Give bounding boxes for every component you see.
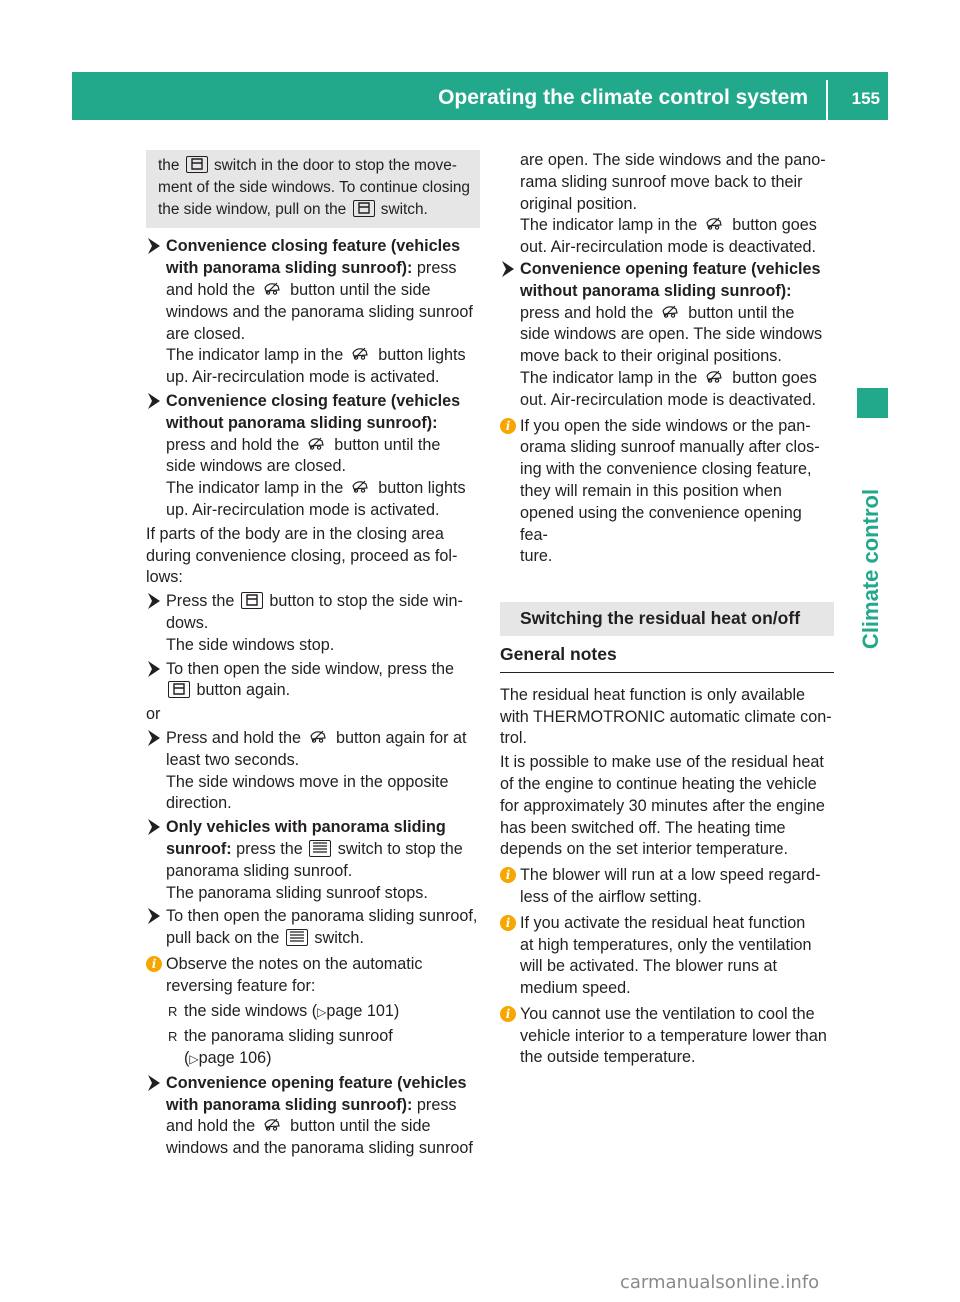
step-convenience-opening-panorama: Convenience opening feature (vehicles with panorama sliding sunroof): press and hold the button until the side windows and the panorama sliding sunroof (146, 1073, 480, 1160)
step-convenience-closing-panorama: Convenience closing feature (vehicles with panorama sliding sunroof): press and hold the button until the side windows and the panorama sliding sunroof are closed. The indicator lamp in the button lights up. Air-recirculation mode is activated. (146, 236, 480, 389)
info-note: i The blower will run at a low speed regard- less of the airflow setting. (500, 865, 834, 909)
step-arrow-icon (147, 392, 161, 410)
right-column (500, 150, 834, 1073)
convenience-closing-icon (262, 281, 284, 298)
step-open-window: To then open the side window, press the button again. (146, 659, 480, 703)
or-text: or (146, 705, 161, 724)
step-arrow-icon (147, 660, 161, 678)
convenience-closing-icon (660, 304, 682, 321)
continued-note: the switch in the door to stop the move- ment of the side windows. To continue closing the side window, pull on the switch. (146, 150, 480, 228)
window-switch-icon (186, 156, 208, 173)
bullet-icon: R (168, 1029, 178, 1045)
convenience-closing-icon (262, 1117, 284, 1134)
info-note: i Observe the notes on the automatic reversing feature for: (146, 954, 480, 998)
step-panorama-sunroof-only: Only vehicles with panorama sliding sunroof: press the switch to stop the panorama sliding sunroof. The panorama sliding sunroof stops. (146, 817, 480, 904)
subsection-title: General notes (500, 636, 834, 673)
step-arrow-icon (147, 907, 161, 925)
step-press-stop: Press the button to stop the side win- dows. The side windows stop. (146, 591, 480, 656)
step-arrow-icon (147, 818, 161, 836)
sunroof-switch-icon (286, 929, 308, 946)
step-arrow-icon (501, 260, 515, 278)
window-switch-icon (353, 200, 375, 217)
info-icon: i (500, 867, 516, 883)
body-paragraph: The residual heat function is only available with THERMOTRONIC automatic climate con- trol. (500, 685, 832, 748)
convenience-closing-icon (306, 436, 328, 453)
header-bar (72, 72, 888, 120)
info-icon: i (500, 1006, 516, 1022)
info-note: i If you activate the residual heat function at high temperatures, only the ventilation will be activated. The blower runs at medium speed. (500, 913, 834, 1000)
header-divider (826, 80, 828, 120)
page-number: 155 (851, 89, 880, 108)
window-switch-icon (168, 681, 190, 698)
info-icon: i (500, 418, 516, 434)
window-switch-icon (241, 592, 263, 609)
step-arrow-icon (147, 237, 161, 255)
info-note: i If you open the side windows or the pan- orama sliding sunroof manually after clos- ing with the convenience closing feature, they will remain in this position when opened using the convenience opening fea- ture. (500, 416, 834, 569)
info-icon: i (146, 956, 162, 972)
step-arrow-icon (147, 729, 161, 747)
section-title: Switching the residual heat on/off (500, 602, 834, 636)
continued-step-text: are open. The side windows and the pano- rama sliding sunroof move back to their original position. The indicator lamp in the button goes out. Air-recirculation mode is deactivated. (520, 151, 826, 257)
bullet-icon: R (168, 1004, 178, 1020)
step-convenience-opening-no-panorama: Convenience opening feature (vehicles without panorama sliding sunroof): press and hold the button until the side windows are open. The side windows move back to their original positions. The indicator lamp in the button goes out. Air-recirculation mode is deactivated. (500, 259, 834, 412)
step-arrow-icon (147, 592, 161, 610)
body-paragraph: It is possible to make use of the residual heat of the engine to continue heating the vehicle for approximately 30 minutes after the engine has been switched off. The heating time depends on the set interior temperature. (500, 753, 825, 859)
left-column (146, 150, 480, 1162)
list-item: R the panorama sliding sunroof (▷page 106) (168, 1027, 393, 1068)
step-open-sunroof: To then open the panorama sliding sunroof, pull back on the switch. (146, 906, 480, 950)
chapter-side-label-wrap (846, 474, 896, 664)
info-icon: i (500, 915, 516, 931)
convenience-closing-icon (350, 479, 372, 496)
convenience-closing-icon (308, 729, 330, 746)
chapter-side-label: Climate control (858, 488, 883, 650)
chapter-tab (857, 388, 888, 418)
step-arrow-icon (147, 1074, 161, 1092)
page-header-title: Operating the climate control system (438, 86, 808, 109)
info-note: i You cannot use the ventilation to cool the vehicle interior to a temperature lower than the outside temperature. (500, 1004, 834, 1069)
step-convenience-closing-no-panorama: Convenience closing feature (vehicles without panorama sliding sunroof): press and hold the button until the side windows are closed. The indicator lamp in the button lights up. Air-recirculation mode is activated. (146, 391, 480, 522)
convenience-closing-icon (350, 346, 372, 363)
watermark: carmanualsonline.info (620, 1272, 820, 1293)
step-press-hold-again: Press and hold the button again for at least two seconds. The side windows move in the opposite direction. (146, 728, 480, 815)
sunroof-switch-icon (309, 840, 331, 857)
convenience-closing-icon (704, 216, 726, 233)
convenience-closing-icon (704, 369, 726, 386)
page-ref-link[interactable]: page 101) (326, 1002, 400, 1021)
page-ref-link[interactable]: page 106) (198, 1049, 272, 1068)
body-paragraph: If parts of the body are in the closing area during convenience closing, proceed as fol- lows: (146, 524, 458, 587)
list-item: R the side windows (▷page 101) (146, 1001, 480, 1024)
